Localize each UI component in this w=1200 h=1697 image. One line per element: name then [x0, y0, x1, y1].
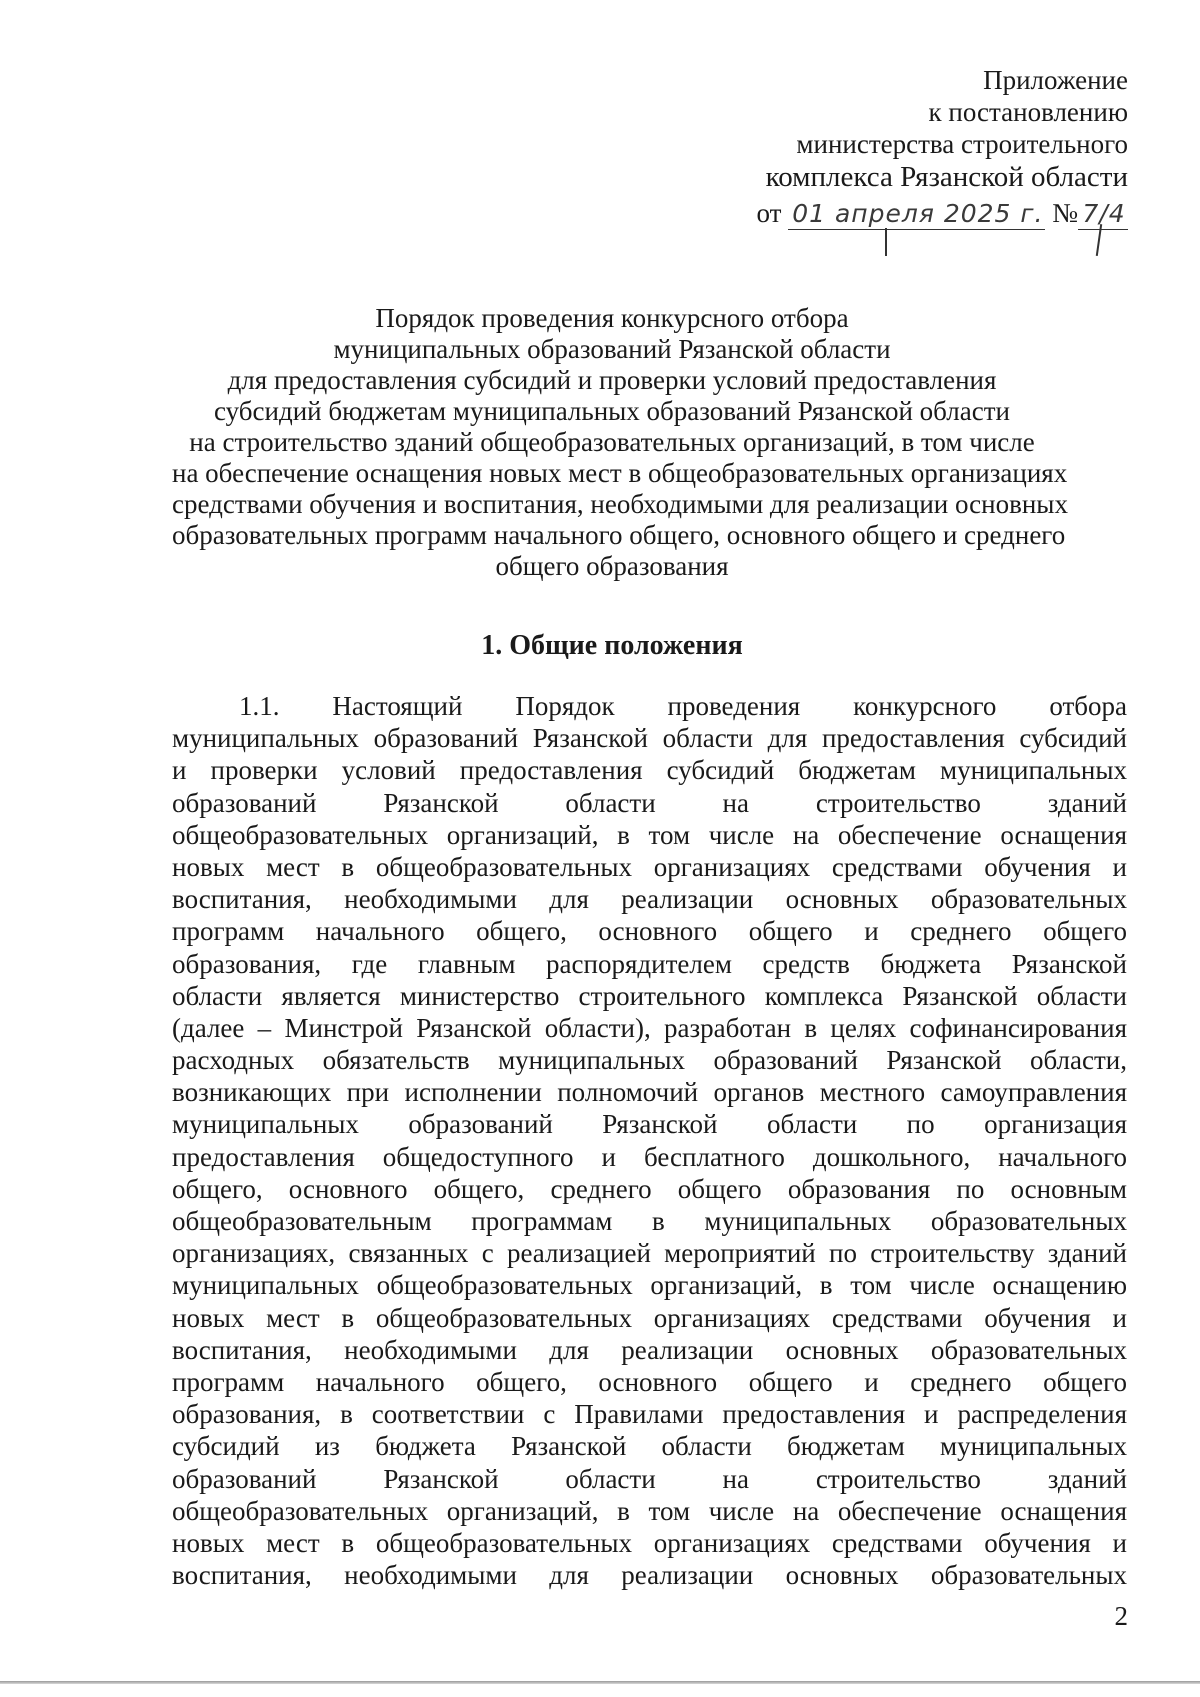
handwritten-number: 7/4 [1078, 199, 1128, 230]
page-number: 2 [1114, 1601, 1128, 1631]
body-line: субсидий из бюджета Рязанской области бюджетам муниципальных [172, 1431, 1127, 1462]
body-line: предоставления общедоступного и бесплатного дошкольного, начального [172, 1141, 1127, 1172]
appendix-block [756, 64, 1128, 230]
title-line: на строительство зданий общеобразовательных организаций, в том числе [189, 427, 1035, 457]
appendix-line-2: к постановлению [928, 97, 1128, 127]
body-line: новых мест в общеобразовательных организациях средствами обучения и [172, 1302, 1127, 1333]
appendix-line-4: комплекса Рязанской области [765, 161, 1128, 193]
body-line: организациях, связанных с реализацией мероприятий по строительству зданий [172, 1238, 1127, 1269]
body-line: расходных обязательств муниципальных образований Рязанской области, [172, 1045, 1127, 1076]
body-line: общеобразовательных организаций, в том числе на обеспечение оснащения [172, 1495, 1127, 1526]
title-line: для предоставления субсидий и проверки условий предоставления [227, 365, 997, 395]
body-line: программ начального общего, основного общего и среднего общего [172, 1366, 1127, 1397]
title-line: общего образования [495, 551, 729, 581]
pen-stroke-mark [885, 228, 887, 256]
title-line: образовательных программ начального общего, основного общего и среднего [172, 520, 1066, 550]
body-line: (далее – Минстрой Рязанской области), разработан в целях софинансирования [172, 1012, 1127, 1043]
body-line: общеобразовательным программам в муниципальных образовательных [172, 1206, 1127, 1236]
body-line: воспитания, необходимыми для реализации основных образовательных [172, 1560, 1127, 1591]
title-line: муниципальных образований Рязанской области [333, 334, 891, 364]
body-paragraph [172, 690, 1127, 1591]
body-line: образования, в соответствии с Правилами предоставления и распределения [172, 1399, 1127, 1430]
section-heading: 1. Общие положения [481, 630, 743, 661]
body-line: общеобразовательных организаций, в том числе на обеспечение оснащения [172, 819, 1127, 850]
body-line: и проверки условий предоставления субсидий бюджетам муниципальных [172, 755, 1127, 786]
title-line: средствами обучения и воспитания, необходимыми для реализации основных [172, 489, 1068, 519]
body-line: 1.1. Настоящий Порядок проведения конкурсного отбора [239, 691, 1127, 721]
handwritten-date: 01 апреля 2025 г. [788, 199, 1045, 230]
appendix-date-line [756, 197, 1128, 230]
body-line: воспитания, необходимыми для реализации основных образовательных [172, 1334, 1127, 1365]
body-line: общего, основного общего, среднего общего образования по основным [172, 1173, 1127, 1204]
body-line: образований Рязанской области на строительство зданий [172, 1463, 1127, 1494]
body-line: воспитания, необходимыми для реализации основных образовательных [172, 884, 1127, 915]
body-line: муниципальных образований Рязанской области для предоставления субсидий [172, 723, 1127, 754]
body-line: новых мест в общеобразовательных организациях средствами обучения и [172, 851, 1127, 882]
body-line: муниципальных общеобразовательных организаций, в том числе оснащению [172, 1270, 1127, 1301]
body-line: образования, где главным распорядителем средств бюджета Рязанской [172, 948, 1127, 979]
date-prefix: от [756, 198, 782, 228]
body-line: программ начального общего, основного общего и среднего общего [172, 916, 1127, 947]
body-line: муниципальных образований Рязанской области по организация [172, 1109, 1127, 1140]
title-line: Порядок проведения конкурсного отбора [375, 303, 849, 333]
body-line: образований Рязанской области на строительство зданий [172, 787, 1127, 818]
title-line: на обеспечение оснащения новых мест в общеобразовательных организациях [172, 458, 1068, 488]
number-prefix: № [1052, 198, 1078, 228]
title-line: субсидий бюджетам муниципальных образований Рязанской области [214, 396, 1010, 426]
appendix-line-1: Приложение [983, 65, 1128, 95]
body-line: возникающих при исполнении полномочий органов местного самоуправления [172, 1077, 1127, 1108]
body-line: новых мест в общеобразовательных организациях средствами обучения и [172, 1527, 1127, 1558]
appendix-line-3: министерства строительного [796, 129, 1128, 159]
document-title [172, 303, 1068, 582]
body-line: области является министерство строительного комплекса Рязанской области [172, 980, 1127, 1011]
scan-edge-line [0, 1681, 1200, 1684]
